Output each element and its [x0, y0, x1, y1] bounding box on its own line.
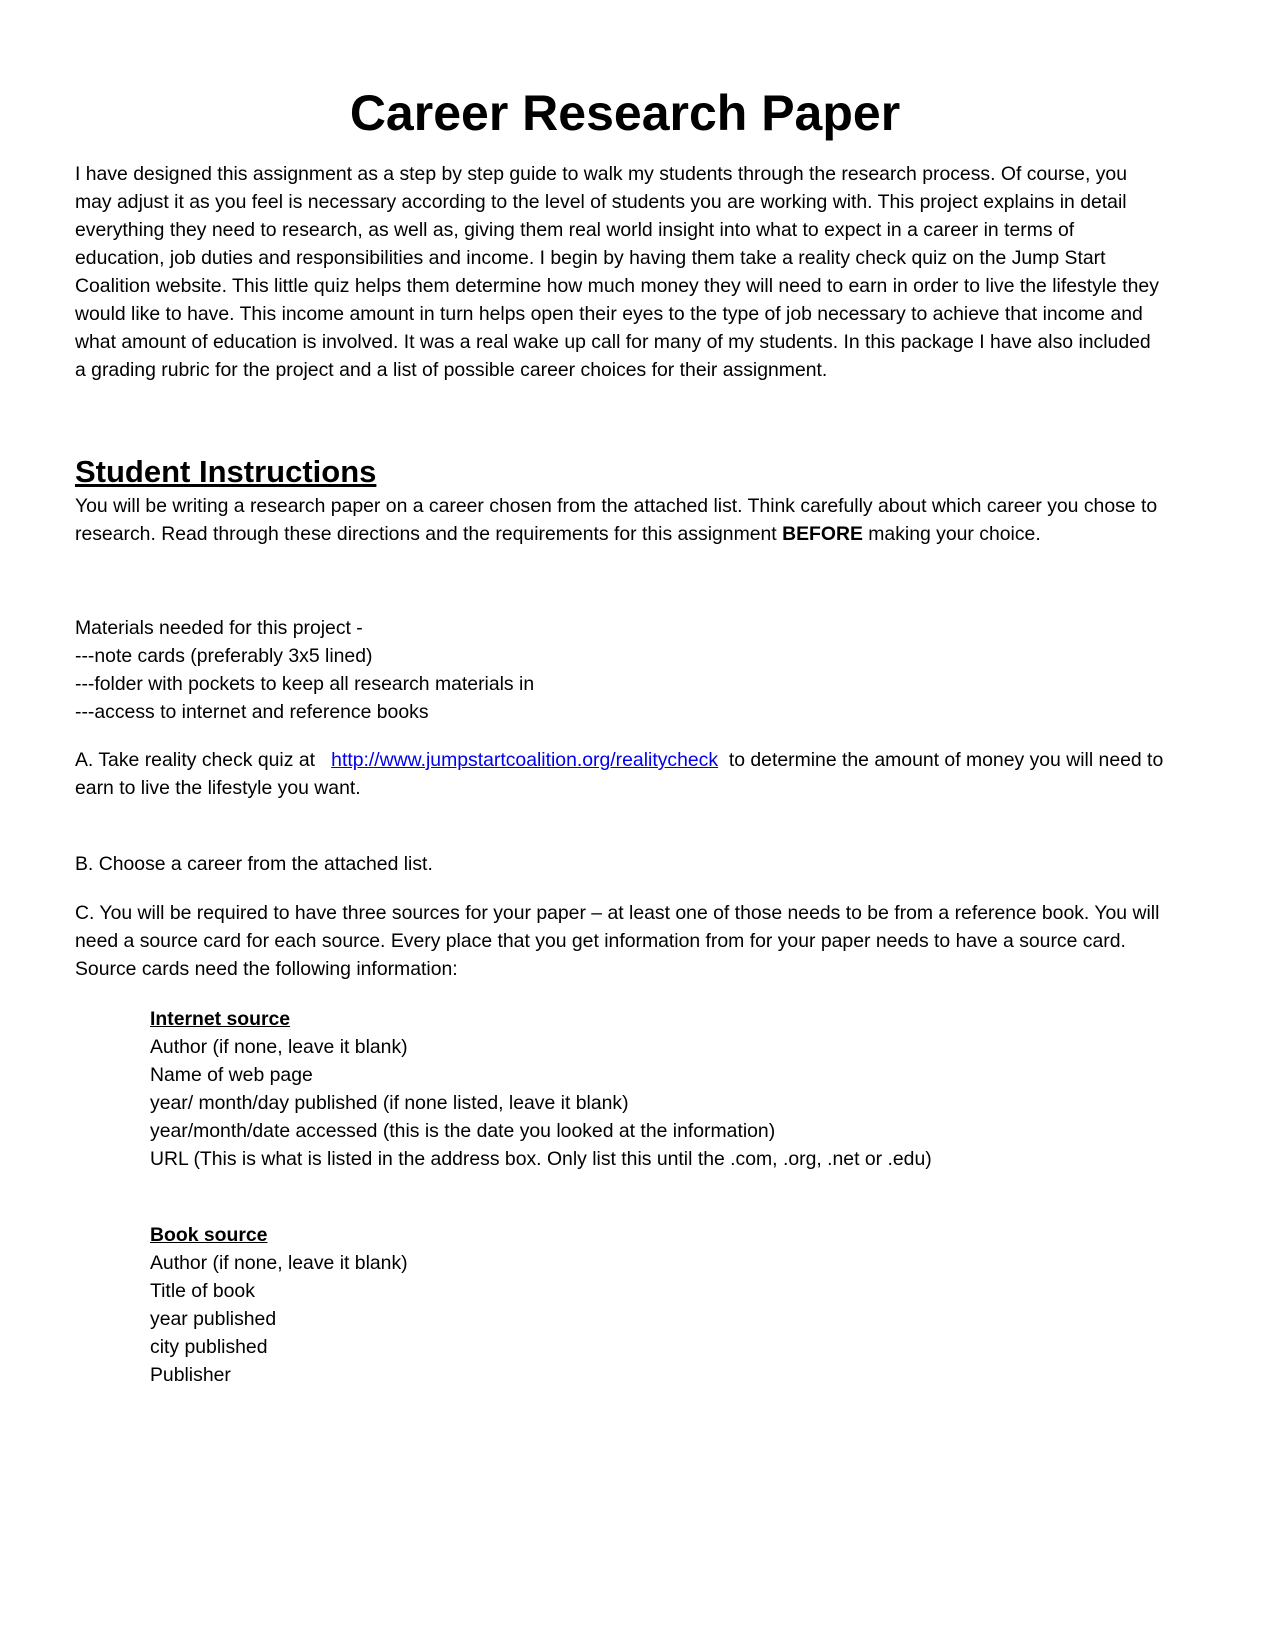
materials-item: ---access to internet and reference books — [75, 701, 429, 723]
intro-paragraph: I have designed this assignment as a step by step guide to walk my students through the research process. Of course, you may adjust it as you feel is necessary according to the level of students you are working with. This project explains in detail everything they need to research, as well as, giving them real world insight into what to expect in a career in terms of education, job duties and responsibilities and income. I begin by having them take a reality check quiz on the Jump Start Coalition website. This little quiz helps them determine how much money they will need to earn in order to live the lifestyle they would like to have. This income amount in turn helps open their eyes to the type of job necessary to achieve that income and what amount of education is involved. It was a real wake up call for many of my students. In this package I have also included a grading rubric for the project and a list of possible career choices for their assignment. — [75, 163, 1159, 381]
book-source-item: year published — [150, 1308, 277, 1330]
internet-source-heading: Internet source — [150, 1008, 291, 1030]
materials-heading: Materials needed for this project - — [75, 617, 363, 639]
book-source-heading: Book source — [150, 1224, 268, 1246]
book-source-item: Author (if none, leave it blank) — [150, 1252, 408, 1274]
book-source-block — [150, 1221, 1165, 1389]
reality-check-link[interactable]: http://www.jumpstartcoalition.org/realitycheck — [331, 749, 719, 771]
instructions-text-bold: BEFORE — [782, 523, 863, 545]
page-title: Career Research Paper — [349, 85, 901, 141]
step-a-suffix: to determine the amount of money you will need to earn to live the lifestyle you want. — [75, 749, 1164, 799]
instructions-text-before: You will be writing a research paper on a career chosen from the attached list. Think carefully about which career you chose to research. Read through these directions and the requirements for this assignment — [75, 495, 1158, 545]
materials-item: ---note cards (preferably 3x5 lined) — [75, 645, 373, 667]
book-source-item: Title of book — [150, 1280, 255, 1302]
internet-source-item: Author (if none, leave it blank) — [150, 1036, 408, 1058]
materials-list — [75, 614, 1165, 726]
book-source-item: city published — [150, 1336, 268, 1358]
student-instructions-paragraph — [75, 492, 1165, 548]
student-instructions-heading: Student Instructions — [75, 454, 377, 489]
internet-source-block — [150, 1005, 1165, 1173]
book-source-item: Publisher — [150, 1364, 231, 1386]
step-b-paragraph: B. Choose a career from the attached list. — [75, 853, 433, 875]
step-c-paragraph: C. You will be required to have three sources for your paper – at least one of those needs to be from a reference book. You will need a source card for each source. Every place that you get information from for your paper needs to have a source card. Source cards need the following information: — [75, 902, 1160, 980]
internet-source-item: URL (This is what is listed in the address box. Only list this until the .com, .org, .net or .edu) — [150, 1148, 932, 1170]
materials-item: ---folder with pockets to keep all research materials in — [75, 673, 535, 695]
internet-source-item: year/month/date accessed (this is the date you looked at the information) — [150, 1120, 776, 1142]
instructions-text-after: making your choice. — [862, 523, 1041, 545]
step-a-prefix: A. Take reality check quiz at — [75, 749, 321, 771]
internet-source-item: Name of web page — [150, 1064, 313, 1086]
step-a-paragraph — [75, 746, 1165, 802]
internet-source-item: year/ month/day published (if none listed, leave it blank) — [150, 1092, 629, 1114]
